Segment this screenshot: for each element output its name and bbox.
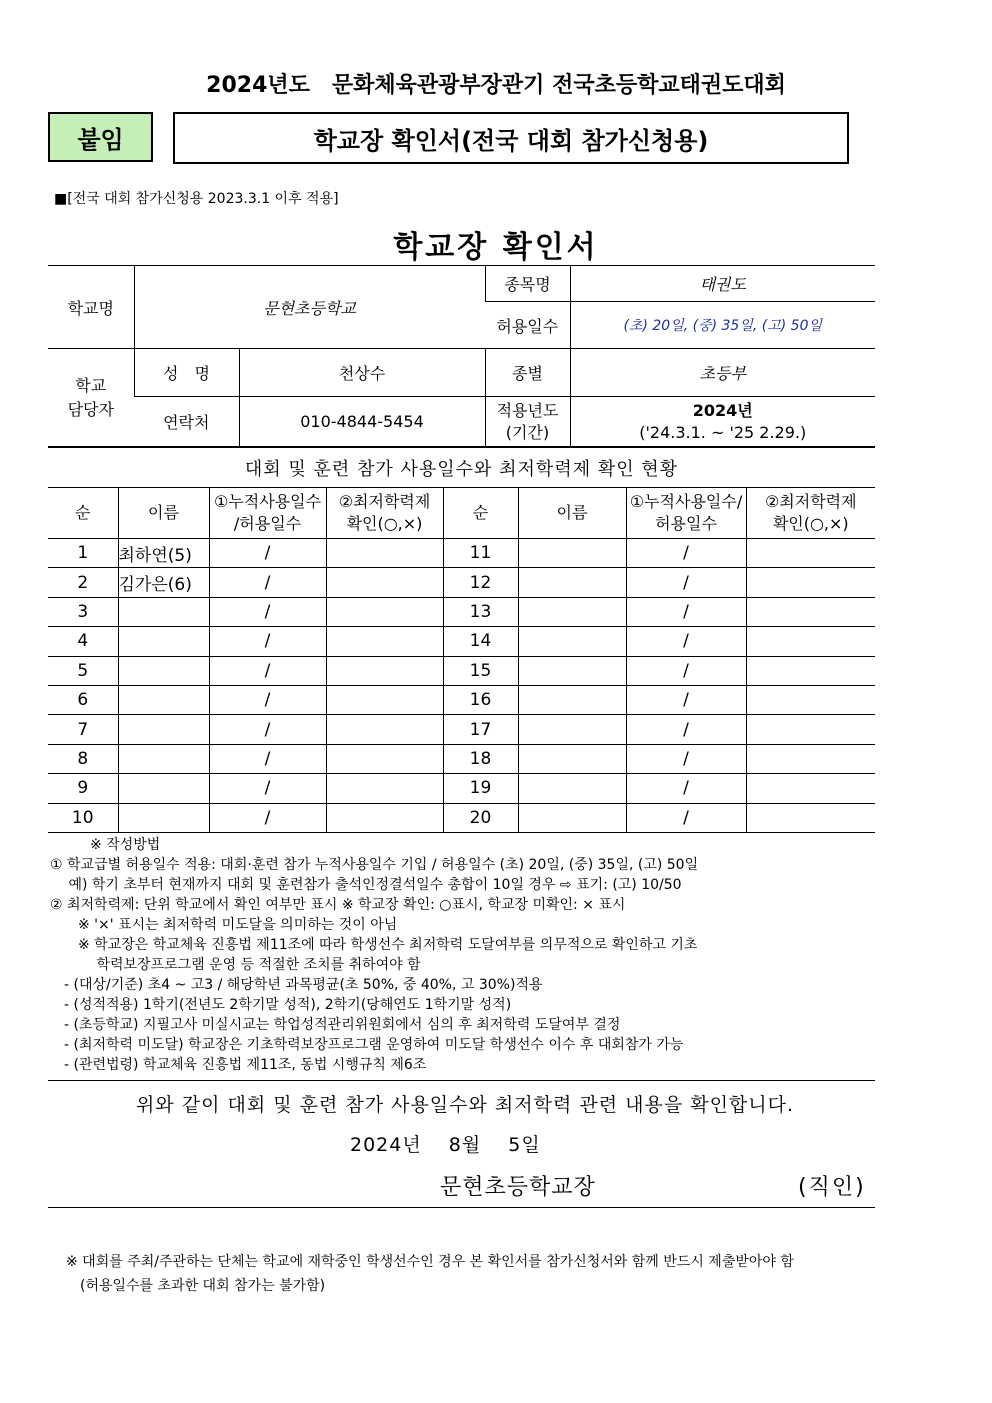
header-name-left: 이름 (118, 488, 209, 539)
header-usage-left (209, 488, 326, 539)
athlete-name-input[interactable] (518, 597, 626, 626)
usage-days-input[interactable]: / (209, 597, 326, 626)
academic-check-input[interactable] (746, 803, 875, 832)
principal-title: 문현초등학교장 (440, 1175, 596, 1200)
attachment-label: 붙임 (48, 112, 153, 162)
row-number: 16 (443, 685, 518, 714)
header-name-right: 이름 (518, 488, 626, 539)
guide-line: 예) 학기 초부터 현재까지 대회 및 훈련참가 출석인정결석일수 총합이 10일 경우 ⇨ 표기: (고) 10/50 (50, 877, 682, 893)
category-label: 종별 (485, 349, 570, 397)
header-check-left-line1: ②최저학력제 (338, 492, 431, 511)
usage-days-input[interactable]: / (209, 685, 326, 714)
guide-line: ※ '×' 표시는 최저학력 미도달을 의미하는 것이 아님 (50, 917, 398, 933)
academic-check-input[interactable] (326, 627, 443, 656)
apply-year-label-line2: (기간) (505, 422, 550, 442)
usage-days-input[interactable]: / (626, 685, 746, 714)
header-check-right-line2: 확인(○,×) (772, 514, 849, 533)
academic-check-input[interactable] (326, 744, 443, 773)
guide-heading: ※ 작성방법 (90, 837, 161, 853)
row-number: 13 (443, 597, 518, 626)
usage-days-input[interactable]: / (209, 774, 326, 803)
row-number: 14 (443, 627, 518, 656)
event-title: 2024년도 문화체육관광부장관기 전국초등학교태권도대회 (206, 73, 786, 98)
athlete-name-input[interactable] (118, 715, 209, 744)
academic-check-input[interactable] (746, 685, 875, 714)
school-info-table (48, 265, 875, 447)
header-no-right: 순 (443, 488, 518, 539)
table-row (48, 568, 875, 597)
guide-line: - (성적적용) 1학기(전년도 2학기말 성적), 2학기(당해연도 1학기말 성적) (50, 997, 512, 1013)
usage-days-input[interactable]: / (209, 803, 326, 832)
guide-line: - (최저학력 미도달) 학교장은 기초학력보장프로그램 운영하여 미도달 학생선수 이수 후 대회참가 가능 (50, 1037, 684, 1053)
footer-line-2: (허용일수를 초과한 대회 참가는 불가함) (66, 1278, 326, 1294)
header-usage-left-line1: ①누적사용일수 (213, 492, 322, 511)
section-title: 대회 및 훈련 참가 사용일수와 최저학력제 확인 현황 (48, 447, 875, 487)
academic-check-input[interactable] (326, 685, 443, 714)
usage-days-input[interactable]: / (626, 568, 746, 597)
academic-check-input[interactable] (326, 803, 443, 832)
academic-check-input[interactable] (746, 597, 875, 626)
apply-year-value (570, 397, 875, 447)
sport-label: 종목명 (485, 266, 570, 302)
athlete-name-input[interactable]: 최하연(5) (118, 539, 209, 568)
row-number: 5 (48, 656, 118, 685)
header-usage-right-line1: ①누적사용일수/ (629, 492, 743, 511)
row-number: 12 (443, 568, 518, 597)
confirmation-date: 2024년 8월 5일 (350, 1134, 541, 1156)
confirmation-statement: 위와 같이 대회 및 훈련 참가 사용일수와 최저학력 관련 내용을 확인합니다. (135, 1094, 795, 1116)
usage-days-input[interactable]: / (626, 715, 746, 744)
usage-days-input[interactable]: / (209, 539, 326, 568)
guide-line: ② 최저학력제: 단위 학교에서 확인 여부만 표시 ※ 학교장 확인: ○표시, 학교장 미확인: × 표시 (50, 897, 626, 913)
athlete-name-input[interactable] (518, 744, 626, 773)
school-name-label: 학교명 (48, 266, 134, 349)
usage-days-input[interactable]: / (626, 539, 746, 568)
academic-check-input[interactable] (746, 539, 875, 568)
athlete-name-input[interactable] (118, 803, 209, 832)
row-number: 20 (443, 803, 518, 832)
usage-days-input[interactable]: / (626, 627, 746, 656)
header-usage-left-line2: /허용일수 (233, 514, 302, 533)
athlete-name-input[interactable] (118, 656, 209, 685)
apply-year-label-line1: 적용년도 (496, 400, 559, 420)
row-number: 3 (48, 597, 118, 626)
row-number: 19 (443, 774, 518, 803)
academic-check-input[interactable] (746, 568, 875, 597)
athlete-table (48, 487, 875, 833)
usage-days-input[interactable]: / (626, 744, 746, 773)
usage-days-input[interactable]: / (209, 656, 326, 685)
row-number: 10 (48, 803, 118, 832)
academic-check-input[interactable] (326, 656, 443, 685)
usage-days-input[interactable]: / (626, 656, 746, 685)
athlete-name-input[interactable] (518, 774, 626, 803)
row-number: 18 (443, 744, 518, 773)
applicability-note: ■[전국 대회 참가신청용 2023.3.1 이후 적용] (54, 191, 339, 207)
apply-year-label (485, 397, 570, 447)
header-usage-right (626, 488, 746, 539)
athlete-name-input[interactable] (518, 568, 626, 597)
row-number: 8 (48, 744, 118, 773)
athlete-name-input[interactable] (518, 539, 626, 568)
writing-guide (50, 835, 890, 1075)
name-value: 천상수 (239, 349, 485, 397)
academic-check-input[interactable] (746, 774, 875, 803)
academic-check-input[interactable] (326, 597, 443, 626)
academic-check-input[interactable] (746, 744, 875, 773)
header-usage-right-line2: 허용일수 (655, 514, 717, 533)
academic-check-input[interactable] (326, 715, 443, 744)
row-number: 6 (48, 685, 118, 714)
official-seal-label: (직인) (798, 1175, 866, 1200)
header-no-left: 순 (48, 488, 118, 539)
usage-days-input[interactable]: / (209, 568, 326, 597)
table-row (48, 715, 875, 744)
contact-person-label (48, 349, 134, 447)
main-title: 학교장 확인서 (393, 230, 599, 265)
table-row (48, 656, 875, 685)
divider (48, 1207, 875, 1208)
contact-person-label-line2: 담당자 (67, 399, 114, 419)
usage-days-input[interactable]: / (209, 715, 326, 744)
usage-days-input[interactable]: / (626, 803, 746, 832)
apply-year: 2024년 (692, 400, 753, 420)
phone-label: 연락처 (134, 397, 239, 447)
guide-line: - (초등학교) 지필고사 미실시교는 학업성적관리위원회에서 심의 후 최저학력 도달여부 결정 (50, 1017, 621, 1033)
athlete-name-input[interactable] (118, 685, 209, 714)
category-value: 초등부 (570, 349, 875, 397)
athlete-name-input[interactable] (118, 774, 209, 803)
athlete-name-input[interactable] (118, 627, 209, 656)
row-number: 15 (443, 656, 518, 685)
footer-line-1: ※ 대회를 주최/주관하는 단체는 학교에 재학중인 학생선수인 경우 본 확인서를 참가신청서와 함께 반드시 제출받아야 함 (66, 1254, 794, 1270)
row-number: 4 (48, 627, 118, 656)
athlete-name-input[interactable] (518, 685, 626, 714)
athlete-name-input[interactable] (118, 597, 209, 626)
usage-days-input[interactable]: / (209, 627, 326, 656)
athlete-name-input[interactable] (118, 744, 209, 773)
athlete-name-input[interactable]: 김가은(6) (118, 568, 209, 597)
usage-days-input[interactable]: / (626, 774, 746, 803)
school-name-value: 문현초등학교 (134, 266, 485, 349)
academic-check-input[interactable] (326, 539, 443, 568)
athlete-name-input[interactable] (518, 627, 626, 656)
academic-check-input[interactable] (746, 627, 875, 656)
academic-check-input[interactable] (326, 568, 443, 597)
table-row (48, 744, 875, 773)
document-box-title: 학교장 확인서(전국 대회 참가신청용) (173, 112, 849, 164)
row-number: 2 (48, 568, 118, 597)
guide-line: - (관련법령) 학교체육 진흥법 제11조, 동법 시행규칙 제6조 (50, 1057, 427, 1073)
table-row (48, 685, 875, 714)
table-row (48, 539, 875, 568)
athlete-name-input[interactable] (518, 715, 626, 744)
table-row (48, 803, 875, 832)
row-number: 17 (443, 715, 518, 744)
header-check-right (746, 488, 875, 539)
phone-value: 010-4844-5454 (239, 397, 485, 447)
table-row (48, 774, 875, 803)
athlete-name-input[interactable] (518, 656, 626, 685)
sport-value: 태권도 (570, 266, 875, 302)
name-label: 성 명 (134, 349, 239, 397)
apply-period: ('24.3.1. ~ '25 2.29.) (639, 422, 807, 442)
guide-line: 학력보장프로그램 운영 등 적절한 조치를 취하여야 함 (50, 957, 421, 973)
footer-note (66, 1250, 794, 1298)
row-number: 11 (443, 539, 518, 568)
table-header-row (48, 488, 875, 539)
row-number: 7 (48, 715, 118, 744)
header-check-left (326, 488, 443, 539)
usage-days-input[interactable]: / (209, 744, 326, 773)
table-row (48, 627, 875, 656)
academic-check-input[interactable] (746, 656, 875, 685)
header-check-right-line1: ②최저학력제 (764, 492, 857, 511)
allowed-days-label: 허용일수 (485, 302, 570, 349)
header-check-left-line2: 확인(○,×) (346, 514, 423, 533)
row-number: 1 (48, 539, 118, 568)
divider (48, 1080, 875, 1081)
guide-line: ① 학교급별 허용일수 적용: 대회·훈련 참가 누적사용일수 기입 / 허용일수 (초) 20일, (중) 35일, (고) 50일 (50, 857, 699, 873)
guide-line: ※ 학교장은 학교체육 진흥법 제11조에 따라 학생선수 최저학력 도달여부를 의무적으로 확인하고 기초 (50, 937, 698, 953)
guide-line: - (대상/기준) 초4 ~ 고3 / 해당학년 과목평균(초 50%, 중 40%, 고 30%)적용 (50, 977, 543, 993)
row-number: 9 (48, 774, 118, 803)
usage-days-input[interactable]: / (626, 597, 746, 626)
table-row (48, 597, 875, 626)
academic-check-input[interactable] (326, 774, 443, 803)
contact-person-label-line1: 학교 (75, 375, 107, 395)
allowed-days-value: (초) 20일, (중) 35일, (고) 50일 (570, 302, 875, 349)
athlete-name-input[interactable] (518, 803, 626, 832)
academic-check-input[interactable] (746, 715, 875, 744)
